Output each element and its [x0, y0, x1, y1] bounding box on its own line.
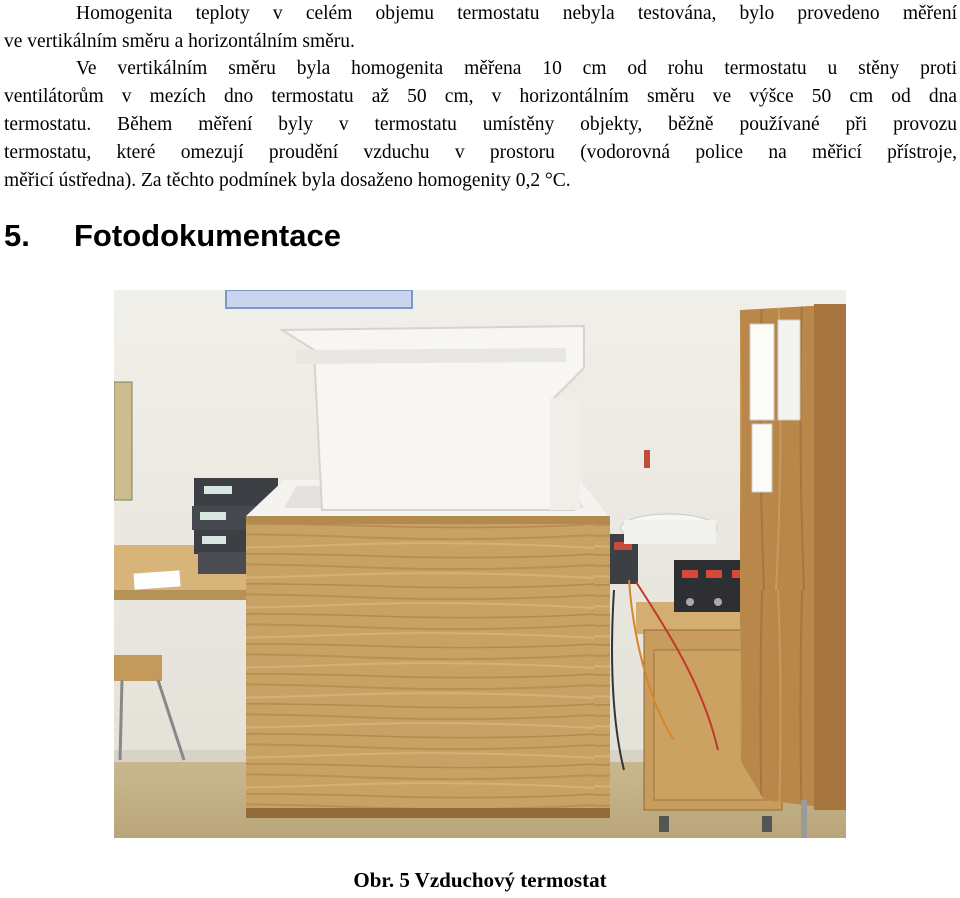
paragraph-homogeneity-details: [4, 55, 957, 195]
text-line: termostatu. Během měření byly v termostatu umístěny objekty, běžně používané při provozu: [4, 114, 957, 135]
text-line: ve vertikálním směru a horizontálním směru.: [4, 31, 355, 52]
section-number: 5.: [4, 218, 30, 253]
text-line: ventilátorům v mezích dno termostatu až 50 cm, v horizontálním směru ve výšce 50 cm od dna: [4, 86, 957, 107]
thermostat-photo: [114, 290, 846, 838]
figure-caption: Obr. 5 Vzduchový termostat: [353, 868, 607, 892]
text-line: termostatu, které omezují proudění vzduchu v prostoru (vodorovná police na měřicí přístroje,: [4, 142, 957, 163]
section-heading: [4, 218, 341, 254]
text-line: Homogenita teploty v celém objemu termostatu nebyla testována, bylo provedeno měření: [76, 3, 957, 24]
text-line: měřicí ústředna). Za těchto podmínek byla dosaženo homogenity 0,2 °C.: [4, 170, 571, 191]
thermostat-photo-illustration: [114, 290, 846, 838]
text-line: Ve vertikálním směru byla homogenita měřena 10 cm od rohu termostatu u stěny proti: [76, 58, 957, 79]
section-title: Fotodokumentace: [74, 218, 341, 253]
paragraph-homogeneity-intro: [4, 0, 957, 56]
